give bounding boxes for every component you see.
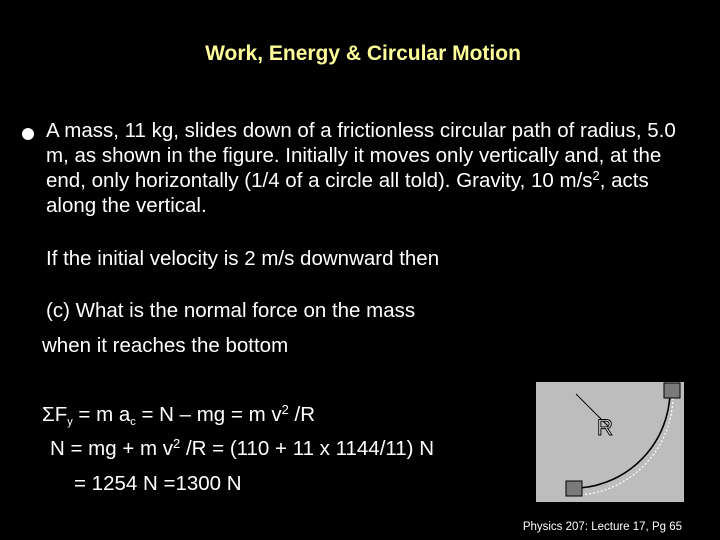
eq1-mid: = m a <box>72 403 131 426</box>
slide-footer: Physics 207: Lecture 17, Pg 65 <box>522 521 682 533</box>
eq2-sup: 2 <box>173 436 181 451</box>
circular-path-diagram <box>536 382 684 502</box>
problem-superscript: 2 <box>592 168 600 183</box>
eq1-end: /R <box>288 403 316 426</box>
question-line-2: when it reaches the bottom <box>42 334 289 357</box>
question-line-1: (c) What is the normal force on the mass <box>46 299 416 322</box>
equation-3: = 1254 N =1300 N <box>74 472 242 495</box>
circular-path-figure <box>536 382 684 502</box>
problem-text-a: A mass, 11 kg, slides down of a frictionless circular path of radius, 5.0 m, as shown in the figure. Initially it moves only vertically and, at the end, only horizontally (1/4 of a circle all told). Gravity, 10 m/s <box>46 119 676 192</box>
eq1-rest: = N – mg = m v <box>135 403 282 426</box>
circular-track <box>580 392 670 488</box>
initial-condition: If the initial velocity is 2 m/s downward then <box>46 247 440 270</box>
radius-label: R <box>597 415 613 440</box>
sigma-symbol: Σ <box>42 403 55 426</box>
eq1-sub-y: y <box>67 416 73 428</box>
eq2-a: N = mg + m v <box>50 437 174 460</box>
equation-1 <box>42 403 315 427</box>
slide-title: Work, Energy & Circular Motion <box>205 42 521 65</box>
problem-text-b: , acts along the vertical. <box>46 169 649 217</box>
equation-2 <box>50 437 434 461</box>
mass-block-top <box>664 383 680 398</box>
dotted-arc <box>578 394 673 495</box>
eq1-sup: 2 <box>281 402 289 417</box>
mass-block-bottom <box>566 481 582 496</box>
eq1-f: F <box>54 403 68 426</box>
bullet-dot-icon <box>22 128 34 140</box>
problem-statement <box>46 118 696 218</box>
eq2-b: /R = (110 + 11 x 1144/11) N <box>180 437 435 460</box>
eq1-sub-c: c <box>130 416 136 428</box>
